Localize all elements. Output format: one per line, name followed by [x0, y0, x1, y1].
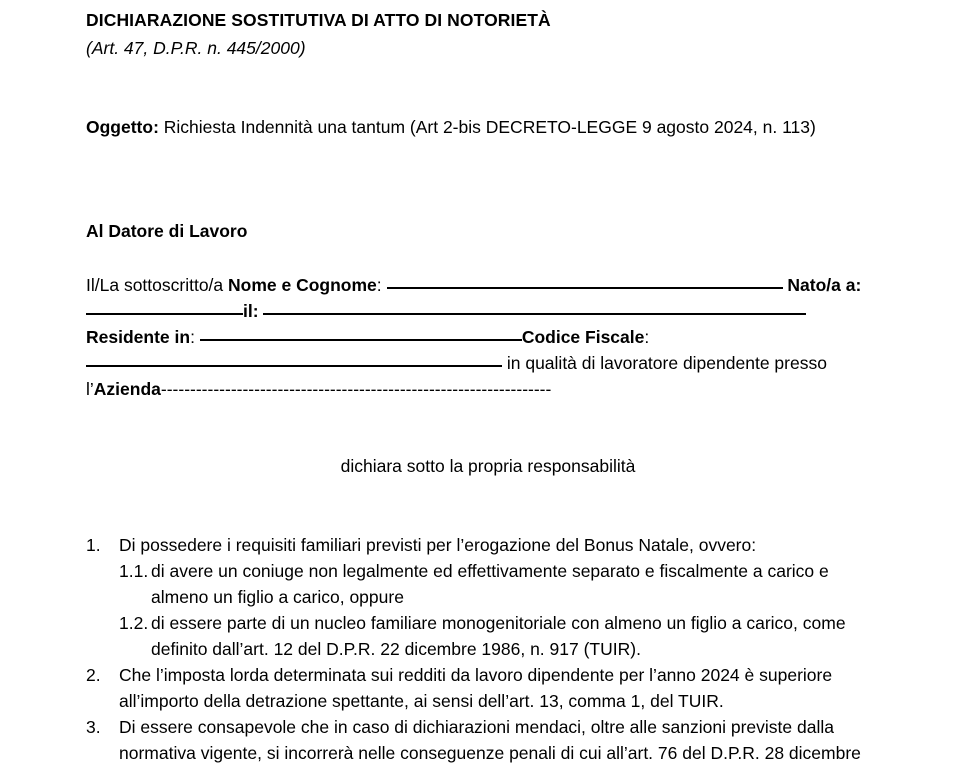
list-item [86, 532, 886, 662]
luogo-nascita-blank[interactable] [86, 299, 243, 315]
spacer-after-recipient [86, 244, 886, 272]
azienda-blank[interactable]: ------------------------------------------------------------------- [160, 379, 552, 399]
nato-a-colon: : [855, 275, 862, 295]
oggetto-line [86, 114, 886, 140]
list-subitem-text: di essere parte di un nucleo familiare monogenitoriale con almeno un figlio a carico, come definito dall’art. 12 del D.P.R. 22 dicembre 1986, n. 917 (TUIR). [151, 613, 846, 659]
list-subitem-marker: 1.2. [119, 613, 149, 633]
codice-fiscale-blank[interactable] [86, 351, 502, 367]
document-subtitle: (Art. 47, D.P.R. n. 445/2000) [86, 38, 306, 58]
sublist [119, 558, 886, 662]
data-nascita-blank[interactable] [263, 299, 806, 315]
list-subitem [119, 558, 886, 610]
list-item-marker: 1. [86, 535, 101, 555]
document-title: DICHIARAZIONE SOSTITUTIVA DI ATTO DI NOTORIETÀ [86, 10, 551, 30]
il-label: il [243, 301, 253, 321]
azienda-label: Azienda [93, 379, 161, 399]
form-line-cf-qualita [86, 350, 886, 376]
sottoscritto-prefix: Il/La sottoscritto/a [86, 275, 229, 295]
recipient-line: Al Datore di Lavoro [86, 221, 248, 241]
residente-colon: : [190, 327, 195, 347]
list-item [86, 662, 886, 714]
declaration-statement: dichiara sotto la propria responsabilità [340, 456, 636, 476]
declarations-list-container [86, 532, 886, 766]
list-item-marker: 2. [86, 665, 101, 685]
form-line-residenza-cf [86, 324, 886, 350]
azienda-prefix: l’ [86, 379, 94, 399]
list-item-text: Che l’imposta lorda determinata sui redditi da lavoro dipendente per l’anno 2024 è superiore all’importo della detrazione spettante, ai sensi dell’art. 13, comma 1, del TUIR. [119, 665, 833, 711]
list-item-text: Di possedere i requisiti familiari previsti per l’erogazione del Bonus Natale, ovvero: [119, 535, 757, 555]
nome-cognome-colon: : [376, 275, 382, 295]
declarations-list [86, 532, 886, 766]
list-item-marker: 3. [86, 717, 101, 737]
declaration-statement-wrap [0, 453, 976, 479]
nome-cognome-blank[interactable] [387, 273, 783, 289]
residenza-blank[interactable] [200, 325, 522, 341]
form-line-luogo-data [86, 298, 886, 324]
il-colon: : [252, 301, 259, 321]
document-body [86, 0, 886, 446]
list-subitem [119, 610, 886, 662]
form-fields-block [86, 272, 886, 402]
list-item-text: Di essere consapevole che in caso di dichiarazioni mendaci, oltre alle sanzioni previste dalla normativa vigente, si incorrerà nelle conseguenze penali di cui all’art. 76 del D.P.R. 28 dicembre [119, 717, 861, 763]
list-subitem-marker: 1.1. [119, 561, 149, 581]
spacer-after-oggetto [86, 140, 886, 218]
codice-fiscale-label: Codice Fiscale [521, 327, 645, 347]
codice-fiscale-colon: : [644, 327, 650, 347]
spacer-before-declaration [86, 402, 886, 446]
oggetto-text: Richiesta Indennità una tantum (Art 2-bis DECRETO-LEGGE 9 agosto 2024, n. 113) [158, 117, 816, 137]
list-subitem-text: di avere un coniuge non legalmente ed effettivamente separato e fiscalmente a carico e almeno un figlio a carico, oppure [151, 561, 829, 607]
nome-cognome-label: Nome e Cognome [228, 275, 377, 295]
qualita-text: in qualità di lavoratore dipendente presso [502, 353, 827, 373]
form-line-nome-cognome [86, 272, 886, 298]
nato-a-label: Nato/a a [787, 275, 856, 295]
oggetto-label: Oggetto: [86, 117, 159, 137]
list-item [86, 714, 886, 766]
spacer-after-title [86, 62, 886, 114]
residente-label: Residente in [86, 327, 191, 347]
form-line-azienda [86, 376, 886, 402]
